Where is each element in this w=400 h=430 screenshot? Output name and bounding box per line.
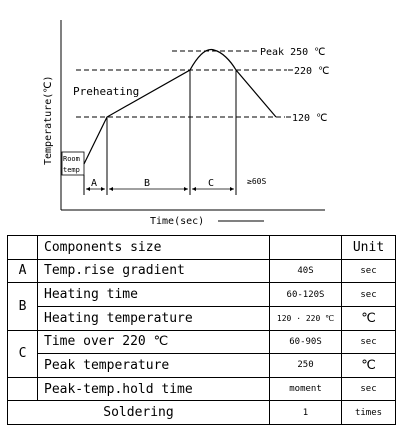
table-row xyxy=(8,354,396,378)
item-cell: Temp.rise gradient xyxy=(38,259,270,283)
value-cell: 40S xyxy=(270,259,342,283)
value-cell: moment xyxy=(270,377,342,401)
item-cell: Peak-temp.hold time xyxy=(38,377,270,401)
zone-a-label: A xyxy=(91,178,98,189)
table-row xyxy=(8,330,396,354)
arrowhead xyxy=(101,187,105,191)
unit-cell: sec xyxy=(342,283,396,307)
arrowhead xyxy=(184,187,188,191)
zone-cell-empty xyxy=(8,377,38,401)
unit-cell: sec xyxy=(342,259,396,283)
value-cell: 120 · 220 ℃ xyxy=(270,306,342,330)
room-temp-label-2: temp xyxy=(63,166,80,174)
unit-cell: sec xyxy=(342,330,396,354)
zone-b-label: B xyxy=(144,178,151,189)
y-axis-label: Temperature(℃) xyxy=(43,75,54,165)
zone-c-label: C xyxy=(208,178,215,189)
component-header: Components size xyxy=(38,236,270,260)
table-row xyxy=(8,259,396,283)
item-cell: Peak temperature xyxy=(38,354,270,378)
unit-cell: ℃ xyxy=(342,354,396,378)
hold-time-label: ≥60S xyxy=(247,177,267,186)
table-row xyxy=(8,377,396,401)
preheating-label: Preheating xyxy=(73,85,140,98)
arrowhead xyxy=(192,187,196,191)
arrowhead xyxy=(230,187,234,191)
peak-label: Peak 250 ℃ xyxy=(260,47,326,58)
value-cell: 250 xyxy=(270,354,342,378)
x-axis-label: Time(sec) xyxy=(150,216,205,227)
value-header-cell xyxy=(270,236,342,260)
temperature-curve xyxy=(84,50,276,164)
table-row xyxy=(8,283,396,307)
room-temp-label-1: Room xyxy=(63,155,80,163)
unit-cell: sec xyxy=(342,377,396,401)
zone-cell-c: C xyxy=(8,330,38,377)
arrowhead xyxy=(109,187,113,191)
reflow-spec-table xyxy=(7,235,396,425)
arrowhead xyxy=(86,187,90,191)
value-cell: 1 xyxy=(270,401,342,425)
zone-cell-a: A xyxy=(8,259,38,283)
t120-label: 120 ℃ xyxy=(292,113,328,124)
zone-header-cell xyxy=(8,236,38,260)
soldering-cell: Soldering xyxy=(8,401,270,425)
zone-cell-b: B xyxy=(8,283,38,330)
table-header-row xyxy=(8,236,396,260)
table-row xyxy=(8,306,396,330)
unit-cell: ℃ xyxy=(342,306,396,330)
item-cell: Time over 220 ℃ xyxy=(38,330,270,354)
value-cell: 60-120S xyxy=(270,283,342,307)
value-cell: 60-90S xyxy=(270,330,342,354)
item-cell: Heating time xyxy=(38,283,270,307)
unit-cell: times xyxy=(342,401,396,425)
unit-header: Unit xyxy=(342,236,396,260)
item-cell: Heating temperature xyxy=(38,306,270,330)
t220-label: 220 ℃ xyxy=(294,66,330,77)
table-row xyxy=(8,401,396,425)
